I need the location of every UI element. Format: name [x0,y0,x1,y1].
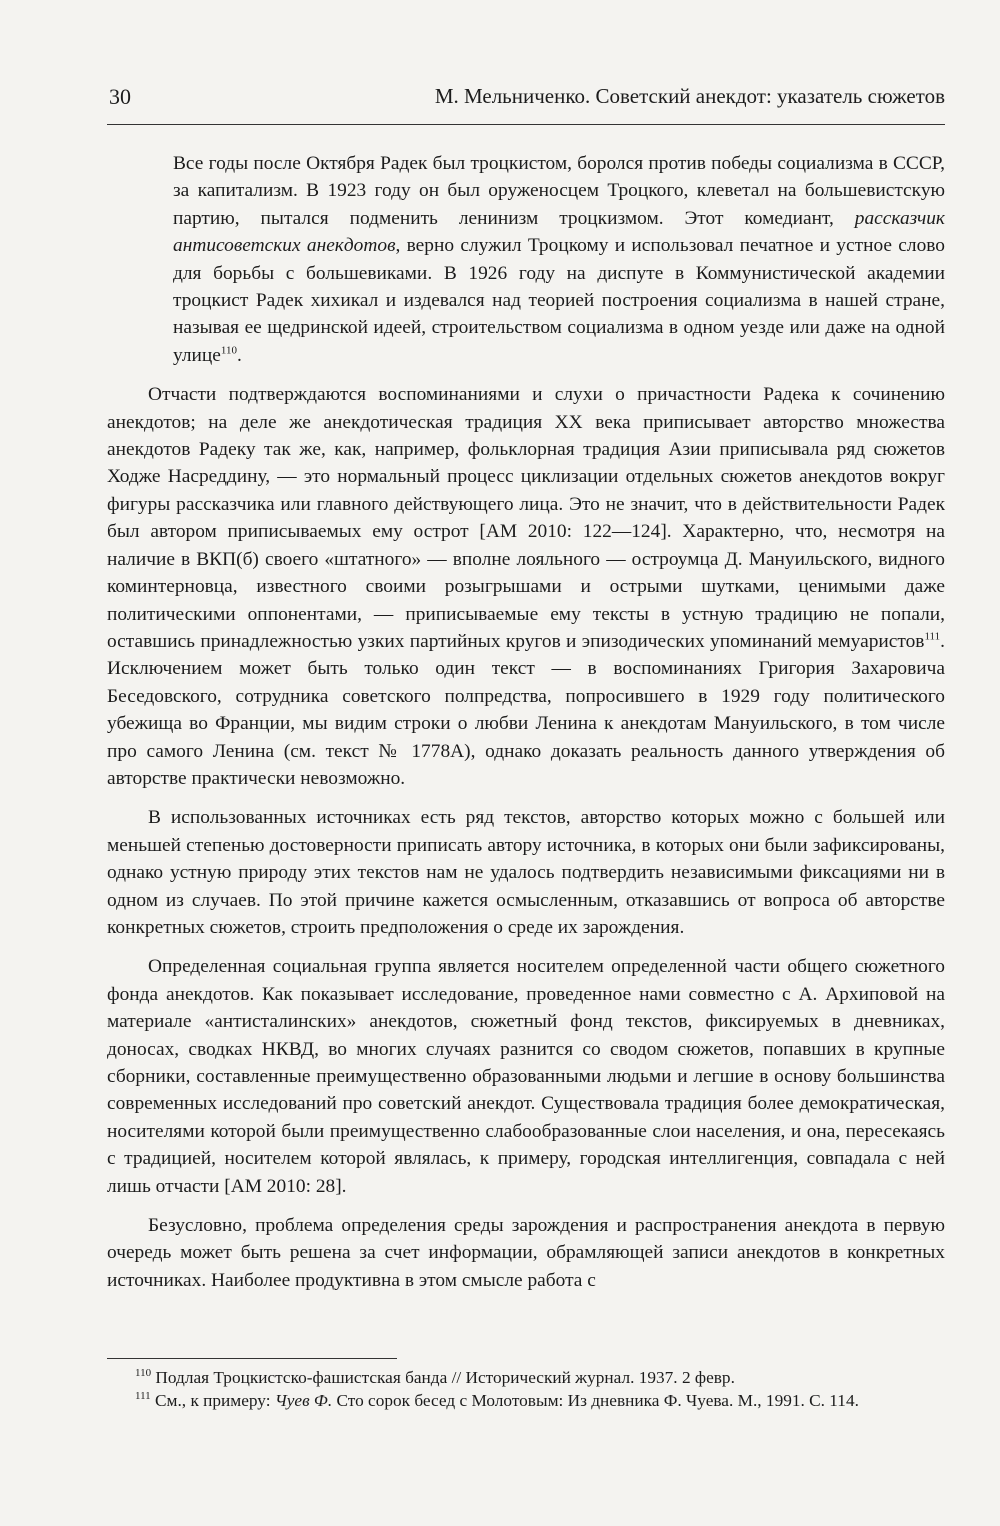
paragraph-3: В использованных источниках есть ряд текстов, авторство которых можно с большей или меньшей степенью достоверности приписать автору источника, в которых они были зафиксированы, однако устную природу этих текстов нам не удалось подтвердить независимыми фиксациями ни в одном из случаев. По этой причине кажется осмысленным, отказавшись от вопроса об авторстве конкретных сюжетов, строить предположения о среде их зарождения. [107,807,945,938]
page-header [107,80,945,124]
footnote-110 [107,1366,945,1389]
footnote-ref-110[interactable]: 110 [220,344,237,357]
footnote-ref-111[interactable]: 111 [924,630,941,643]
block-quote [107,150,945,369]
footnote-text-a: См., к примеру: [155,1391,275,1410]
quote-emphasis: рассказчик антисоветских анекдотов [173,207,945,257]
footnote-number: 110 [135,1367,152,1380]
quote-text-b: , верно служил Троцкому и использовал печатное и устное слово для борьбы с большевиками. В 1926 году на диспуте в Коммунистической академии троцкист Радек хихикал и издевался над теорией построения социализма в нашей стране, называя ее щедринской идеей, строительством социализма в одном уезде или даже на одной улице [173,235,945,366]
running-title: М. Мельниченко. Советский анекдот: указатель сюжетов [434,84,945,108]
main-text [107,150,945,1306]
paragraph-4: Определенная социальная группа является носителем определенной части общего сюжетного фонда анекдотов. Как показывает исследование, проведенное нами совместно с А. Архиповой на материале «антисталинских» анекдотов, сюжетный фонд текстов, фиксируемых в дневниках, доносах, сводках НКВД, во многих случаях разнится со сводом сюжетов, попавших в крупные сборники, составленные преимущественно образованными людьми и легшие в основу большинства современных исследований про советский анекдот. Существовала традиция более демократическая, носителями которой были преимущественно слабообразованные слои населения, и она, пересекаясь с традицией, носителем которой являлась, к примеру, городская интеллигенция, совпадала с ней лишь отчасти [АМ 2010: 28]. [107,956,945,1197]
quote-text-a: Все годы после Октября Радек был троцкистом, боролся против победы социализма в СССР, за капитализм. В 1923 году он был оруженосцем Троцкого, клеветал на большевистскую партию, пытался подменить ленинизм троцкизмом. Этот комедиант, [173,153,945,229]
paragraph-2-text-b: . Исключением может быть только один текст — в воспоминаниях Григория Захаровича Беседовского, сотрудника советского полпредства, попросившего в 1929 году политического убежища во Франции, мы видим строки о любви Ленина к анекдотам Мануильского, в том числе про самого Ленина (см. текст № 1778А), однако доказать реальность данного утверждения об авторстве практически невозможно. [107,630,945,789]
footnote-text-b: Сто сорок бесед с Молотовым: Из дневника Ф. Чуева. М., 1991. С. 114. [332,1391,859,1410]
paragraph-2 [107,381,945,792]
footnote-number: 111 [135,1390,151,1403]
header-rule [107,124,945,125]
paragraph-5: Безусловно, проблема определения среды зарождения и распространения анекдота в первую очередь может быть решена за счет информации, обрамляющей записи анекдотов в конкретных источниках. Наиболее продуктивна в этом смысле работа с [107,1215,945,1291]
footnote-author: Чуев Ф. [274,1391,333,1410]
footnote-rule [107,1358,397,1359]
page-number: 30 [109,84,131,109]
paragraph-2-text-a: Отчасти подтверждаются воспоминаниями и слухи о причастности Радека к сочинению анекдотов; на деле же анекдотическая традиция XX века приписывает авторство множества анекдотов Радеку так же, как, например, фольклорная традиция Азии приписывала ряд сюжетов Ходже Насреддину, — это нормальный процесс циклизации отдельных сюжетов анекдотов вокруг фигуры рассказчика или главного действующего лица. Это не значит, что в действительности Радек был автором приписываемых ему острот [АМ 2010: 122—124]. Характерно, что, несмотря на наличие в ВКП(б) своего «штатного» — вполне лояльного — остроумца Д. Мануильского, видного коминтерновца, известного своими розыгрышами и острыми шутками, ценимыми даже политическими оппонентами, — приписываемые ему тексты в устную традицию не попали, оставшись принадлежностью узких партийных кругов и эпизодических упоминаний мемуаристов [107,384,945,652]
footnotes [107,1366,945,1412]
footnote-text: Подлая Троцкистско-фашистская банда // Исторический журнал. 1937. 2 февр. [155,1368,735,1387]
quote-text-c: . [236,344,242,366]
footnote-111 [107,1389,945,1412]
